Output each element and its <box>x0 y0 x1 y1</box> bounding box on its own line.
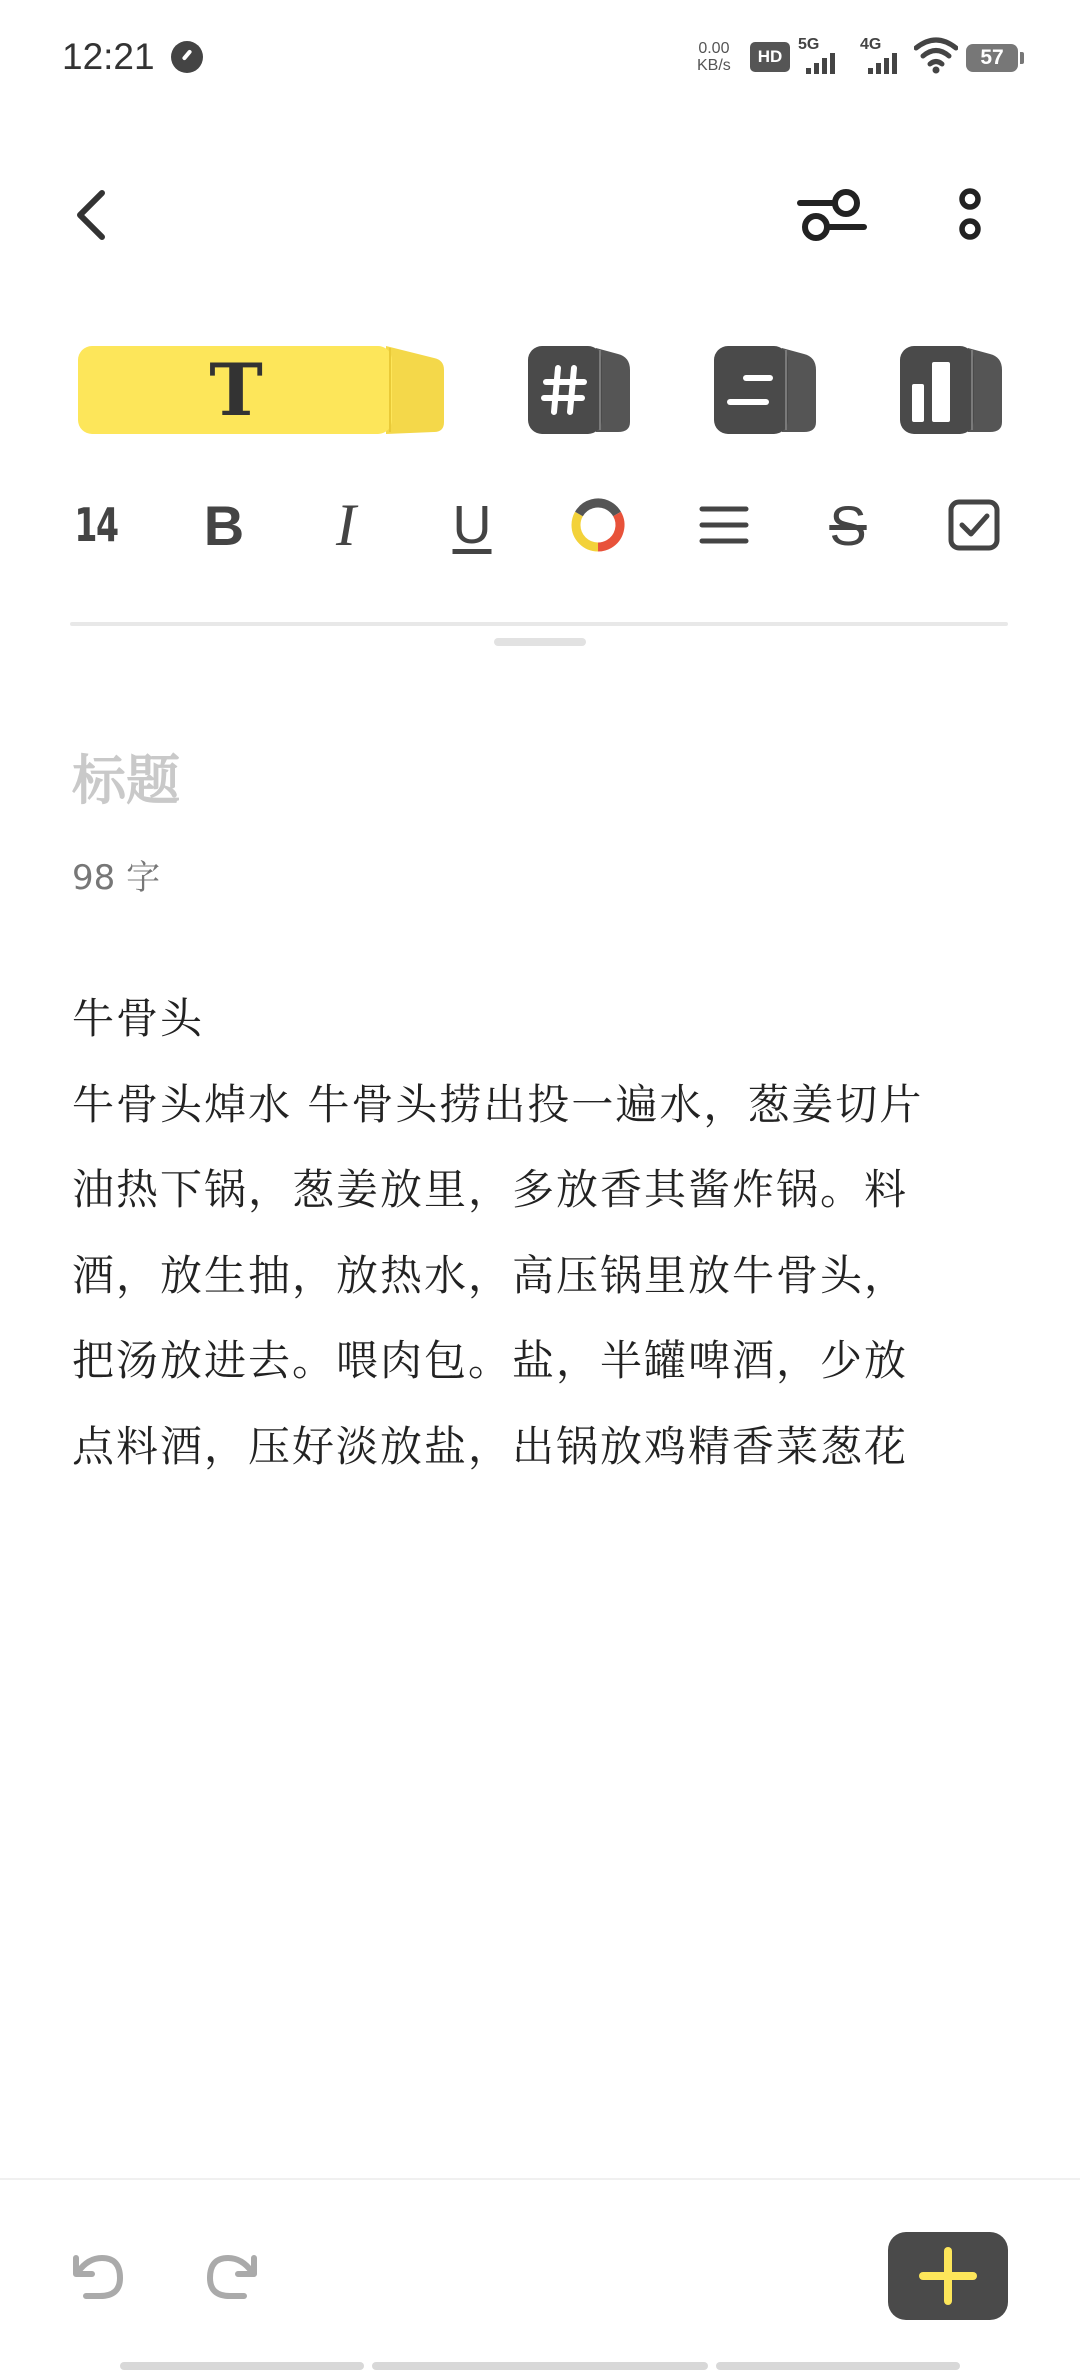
more-options-button[interactable] <box>940 180 1000 250</box>
formatting-toolbar <box>0 480 1080 570</box>
tab-layout-format[interactable] <box>898 344 1004 436</box>
bold-button[interactable] <box>184 480 264 570</box>
more-vertical-icon <box>955 183 985 247</box>
signal-5g-icon <box>798 36 840 76</box>
font-size-button[interactable] <box>56 480 136 570</box>
strikethrough-label: S <box>829 493 867 557</box>
font-size-value: 14 <box>74 498 118 552</box>
strikethrough-button[interactable] <box>808 480 888 570</box>
wifi-icon <box>914 36 958 74</box>
note-line: 点料酒，压好淡放盐，出锅放鸡精香菜葱花 <box>72 1421 909 1471</box>
align-button[interactable] <box>684 480 764 570</box>
word-count: 98 字 <box>72 858 161 898</box>
speed-gauge-icon <box>171 41 203 73</box>
gesture-bar-segment <box>716 2362 960 2370</box>
note-line: 把汤放进去。喂肉包。盐，半罐啤酒，少放 <box>72 1336 909 1385</box>
bold-label: B <box>203 493 245 557</box>
signal-5g-label: 5G <box>798 36 820 53</box>
toolbar-drag-handle[interactable] <box>494 638 586 646</box>
italic-button[interactable] <box>306 480 386 570</box>
status-bar <box>0 0 1080 120</box>
hashtag-icon <box>526 344 632 436</box>
plus-icon <box>917 2245 979 2307</box>
tab-heading-format[interactable] <box>712 344 818 436</box>
battery-indicator: 57 <box>966 44 1018 72</box>
toolbar-divider <box>70 622 1008 626</box>
back-button[interactable] <box>62 180 122 250</box>
color-wheel-icon <box>569 496 627 554</box>
status-time: 12:21 <box>62 36 155 77</box>
layout-columns-icon <box>898 344 1004 436</box>
tab-tag-format[interactable] <box>526 344 632 436</box>
text-color-button[interactable] <box>558 480 638 570</box>
note-line: 酒，放生抽，放热水，高压锅里放牛骨头， <box>72 1250 909 1300</box>
redo-icon <box>198 2240 268 2310</box>
redo-button[interactable] <box>198 2240 268 2310</box>
note-line: 牛骨头焯水 牛骨头捞出投一遍水，葱姜切片 <box>72 1079 924 1129</box>
network-speed-value: 0.00 <box>698 40 730 57</box>
note-title-field[interactable]: 标题 <box>72 749 180 812</box>
checklist-button[interactable] <box>934 480 1014 570</box>
hd-badge: HD <box>750 42 790 72</box>
gesture-bar-segment <box>372 2362 708 2370</box>
checkbox-icon <box>947 498 1001 552</box>
note-body-editor[interactable] <box>72 976 1012 1489</box>
network-speed <box>697 40 731 74</box>
chevron-left-icon <box>72 187 112 243</box>
undo-button[interactable] <box>62 2240 132 2310</box>
bottom-bar-divider <box>0 2178 1080 2180</box>
signal-4g-label: 4G <box>860 36 882 53</box>
style-settings-button[interactable] <box>790 180 874 250</box>
italic-label: I <box>336 491 356 558</box>
heading-lines-icon <box>712 344 818 436</box>
tab-text-format[interactable] <box>76 344 446 436</box>
underline-label: U <box>452 495 492 555</box>
note-line: 油热下锅，葱姜放里，多放香其酱炸锅。料 <box>72 1165 909 1214</box>
add-button[interactable] <box>888 2232 1008 2320</box>
signal-4g-icon <box>860 36 902 76</box>
underline-button[interactable] <box>432 480 512 570</box>
text-format-label: T <box>209 347 263 432</box>
gesture-bar-segment <box>120 2362 364 2370</box>
align-justify-icon <box>698 503 750 547</box>
note-line: 牛骨头 <box>72 994 205 1043</box>
undo-icon <box>62 2240 132 2310</box>
sliders-icon <box>794 183 870 247</box>
format-type-tabs <box>0 340 1080 440</box>
network-speed-unit: KB/s <box>697 57 731 74</box>
